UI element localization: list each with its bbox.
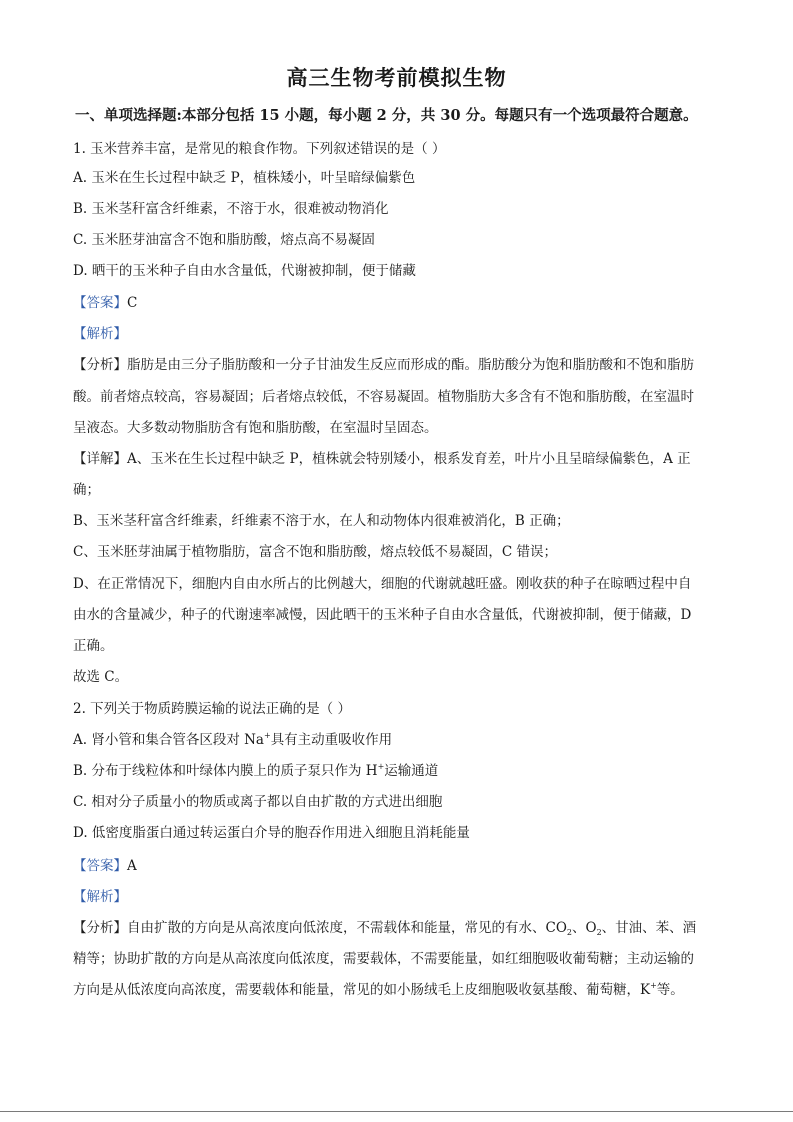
- question-1-conclusion: 故选 C。: [73, 669, 129, 685]
- analysis-tag: 【解析】: [73, 889, 127, 905]
- page-bottom-rule: [0, 1111, 793, 1112]
- question-2-option-c: C. 相对分子质量小的物质或离子都以自由扩散的方式进出细胞: [73, 794, 443, 810]
- question-1-fenxi-line-2: 酸。前者熔点较高，容易凝固；后者熔点较低，不容易凝固。植物脂肪大多含有不饱和脂肪酸，在室温时: [73, 389, 694, 405]
- question-1-xiangjie-line-2: 确；: [73, 482, 100, 498]
- page-title: 高三生物考前模拟生物: [286, 65, 507, 90]
- superscript-plus: +: [263, 731, 271, 740]
- superscript-plus: +: [650, 981, 657, 990]
- fenxi-text: 脂肪是由三分子脂肪酸和一分子甘油发生反应而形成的酯。脂肪酸分为饱和脂肪酸和不饱和脂肪: [127, 357, 694, 373]
- subscript-2: 2: [596, 928, 602, 937]
- question-1-analysis-heading: [73, 324, 723, 344]
- superscript-plus: +: [377, 762, 385, 771]
- subscript-2: 2: [566, 928, 572, 937]
- question-1-xiangjie-line-5: D、在正常情况下，细胞内自由水所占的比例越大，细胞的代谢就越旺盛。刚收获的种子在晾晒过程中自: [73, 576, 692, 592]
- option-a-text-end: 具有主动重吸收作用: [270, 732, 393, 748]
- question-2-answer: [73, 856, 723, 876]
- question-2-stem: 2. 下列关于物质跨膜运输的说法正确的是（ ）: [73, 701, 351, 717]
- option-b-text-end: 运输通道: [384, 763, 439, 779]
- option-b-text: B. 分布于线粒体和叶绿体内膜上的质子泵只作为 H: [73, 763, 378, 779]
- question-1-option-c: C. 玉米胚芽油富含不饱和脂肪酸，熔点高不易凝固: [73, 232, 375, 248]
- analysis-tag: 【解析】: [73, 326, 127, 342]
- question-1-fenxi-line-3: 呈液态。大多数动物脂肪含有饱和脂肪酸，在室温时呈固态。: [73, 420, 438, 436]
- answer-tag: 【答案】: [73, 858, 127, 874]
- answer-value: A: [127, 858, 137, 874]
- fenxi-text: 自由扩散的方向是从高浓度向低浓度，不需载体和能量，常见的有水、CO: [127, 920, 567, 936]
- question-2-analysis-heading: [73, 887, 723, 907]
- question-2-fenxi-line-1: [73, 918, 723, 938]
- fenxi-text-end: 等。: [656, 982, 684, 998]
- question-1-option-b: B. 玉米茎秆富含纤维素，不溶于水，很难被动物消化: [73, 201, 389, 217]
- question-1-xiangjie-line-4: C、玉米胚芽油属于植物脂肪，富含不饱和脂肪酸，熔点较低不易凝固，C 错误；: [73, 544, 557, 560]
- question-1-answer: [73, 293, 723, 313]
- question-1-fenxi-line-1: [73, 355, 723, 375]
- xiangjie-tag: 【详解】: [73, 451, 127, 467]
- question-1-stem: 1. 玉米营养丰富，是常见的粮食作物。下列叙述错误的是（ ）: [73, 141, 446, 157]
- fenxi-text: 方向是从低浓度向高浓度，需要载体和能量，常见的如小肠绒毛上皮细胞吸收氨基酸、葡萄糖，K: [73, 982, 651, 998]
- question-1-option-a: A. 玉米在生长过程中缺乏 P，植株矮小，叶呈暗绿偏紫色: [73, 170, 416, 186]
- xiangjie-text: A、玉米在生长过程中缺乏 P，植株就会特别矮小，根系发育差，叶片小且呈暗绿偏紫色，A 正: [127, 451, 691, 467]
- fenxi-tag: 【分析】: [73, 357, 127, 373]
- fenxi-text-end: 、甘油、苯、酒: [601, 920, 697, 936]
- question-1-option-d: D. 晒干的玉米种子自由水含量低，代谢被抑制，便于储藏: [73, 263, 416, 279]
- question-2-fenxi-line-3: [73, 980, 723, 1000]
- answer-tag: 【答案】: [73, 295, 127, 311]
- question-1-xiangjie-line-6: 由水的含量减少，种子的代谢速率减慢，因此晒干的玉米种子自由水含量低，代谢被抑制，便于储藏，D: [73, 607, 692, 623]
- fenxi-text-mid: 、O: [572, 920, 597, 936]
- question-1-xiangjie-line-7: 正确。: [73, 638, 114, 654]
- question-2-option-b: [73, 761, 723, 781]
- answer-value: C: [127, 295, 138, 311]
- question-1-xiangjie-line-3: B、玉米茎秆富含纤维素，纤维素不溶于水，在人和动物体内很难被消化，B 正确；: [73, 513, 570, 529]
- option-a-text: A. 肾小管和集合管各区段对 Na: [73, 732, 264, 748]
- question-2-fenxi-line-2: 精等；协助扩散的方向是从高浓度向低浓度，需要载体，不需要能量，如红细胞吸收葡萄糖；主动运输的: [73, 951, 694, 967]
- fenxi-tag: 【分析】: [73, 920, 127, 936]
- question-2-option-a: [73, 730, 723, 750]
- question-2-option-d: D. 低密度脂蛋白通过转运蛋白介导的胞吞作用进入细胞且消耗能量: [73, 825, 470, 841]
- question-1-xiangjie-line-1: [73, 449, 723, 469]
- section-heading: 一、单项选择题:本部分包括 15 小题，每小题 2 分，共 30 分。每题只有一个选项最符合题意。: [75, 107, 698, 124]
